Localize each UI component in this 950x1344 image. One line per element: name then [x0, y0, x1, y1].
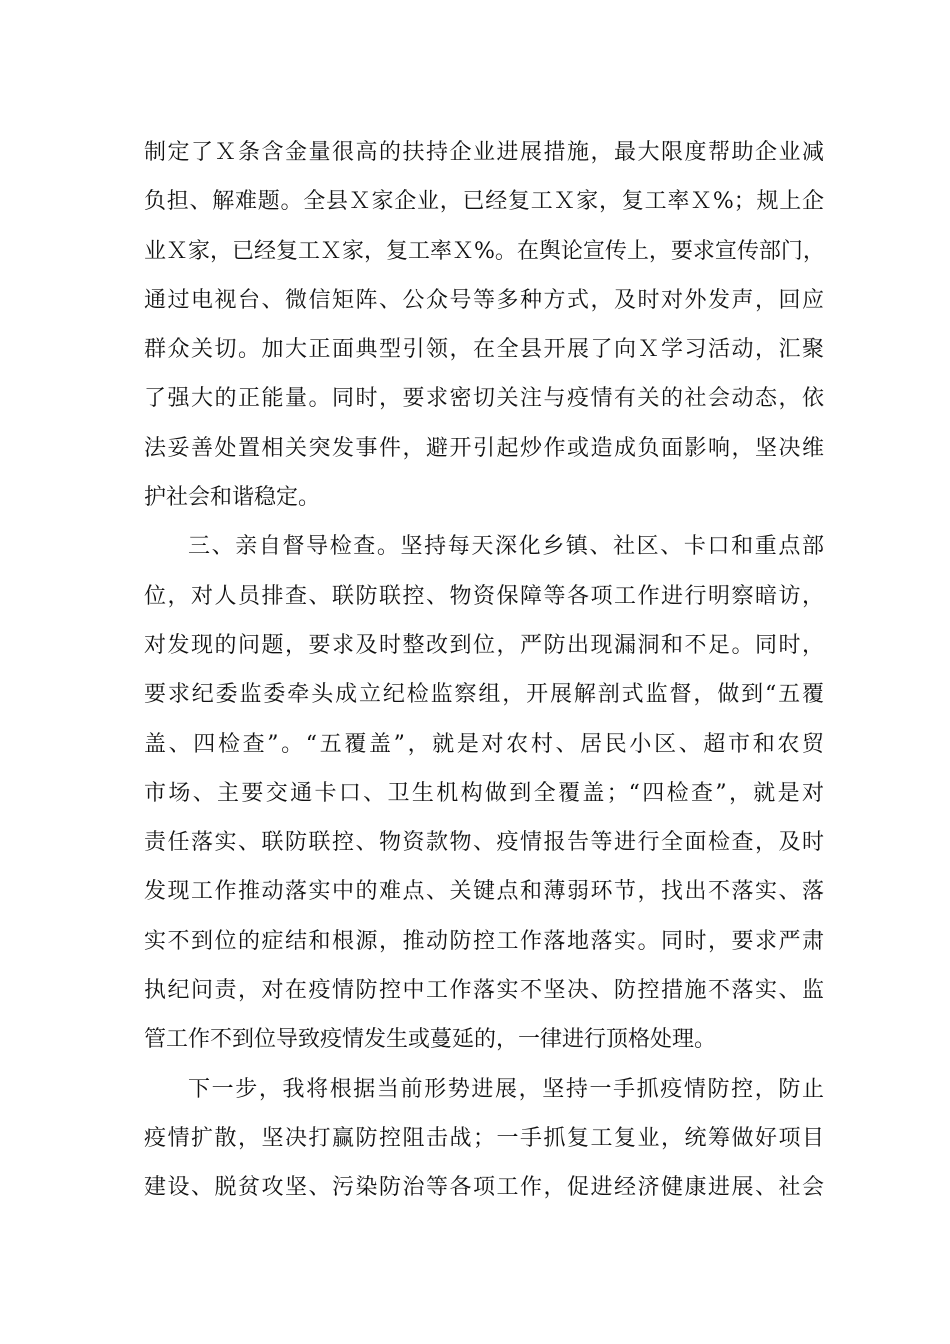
- text-line: 位，对人员排查、联防联控、物资保障等各项工作进行明察暗访，: [144, 583, 824, 609]
- text-line: 建设、脱贫攻坚、污染防治等各项工作，促进经济健康进展、社会: [144, 1175, 824, 1201]
- text-line: 业Ｘ家，已经复工Ｘ家，复工率Ｘ%。在舆论宣传上，要求宣传部门，: [144, 238, 825, 264]
- text-line: 实不到位的症结和根源，推动防控工作落地落实。同时，要求严肃: [144, 928, 824, 954]
- text-line: 管工作不到位导致疫情发生或蔓延的，一律进行顶格处理。: [144, 1027, 717, 1053]
- text-line: 市场、主要交通卡口、卫生机构做到全覆盖；“四检查”，就是对: [144, 780, 824, 806]
- text-line: 发现工作推动落实中的难点、关键点和薄弱环节，找出不落实、落: [144, 879, 824, 905]
- text-line: 群众关切。加大正面典型引领，在全县开展了向Ｘ学习活动，汇聚: [144, 337, 824, 363]
- text-line: 法妥善处置相关突发事件，避开引起炒作或造成负面影响，坚决维: [144, 435, 824, 461]
- text-line: 执纪问责，对在疫情防控中工作落实不坚决、防控措施不落实、监: [144, 978, 824, 1004]
- text-line: 制定了Ｘ条含金量很高的扶持企业进展措施，最大限度帮助企业减: [144, 140, 824, 165]
- text-line: 对发现的问题，要求及时整改到位，严防出现漏洞和不足。同时，: [144, 632, 824, 658]
- text-line: 三、亲自督导检查。坚持每天深化乡镇、社区、卡口和重点部: [188, 534, 824, 560]
- text-line: 护社会和谐稳定。: [144, 485, 321, 511]
- text-line: 要求纪委监委牵头成立纪检监察组，开展解剖式监督，做到“五覆: [144, 682, 824, 708]
- text-line: 盖、四检查”。“五覆盖”，就是对农村、居民小区、超市和农贸: [144, 731, 824, 757]
- text-line: 通过电视台、微信矩阵、公众号等多种方式，及时对外发声，回应: [144, 287, 824, 313]
- text-line: 责任落实、联防联控、物资款物、疫情报告等进行全面检查，及时: [144, 830, 824, 856]
- text-line: 了强大的正能量。同时，要求密切关注与疫情有关的社会动态，依: [144, 386, 824, 412]
- document-body: [144, 128, 824, 1213]
- text-line: 疫情扩散，坚决打赢防控阻击战；一手抓复工复业，统筹做好项目: [144, 1125, 824, 1151]
- text-line: 下一步，我将根据当前形势进展，坚持一手抓疫情防控，防止: [188, 1076, 824, 1102]
- text-line: 负担、解难题。全县Ｘ家企业，已经复工Ｘ家，复工率Ｘ%；规上企: [144, 189, 824, 215]
